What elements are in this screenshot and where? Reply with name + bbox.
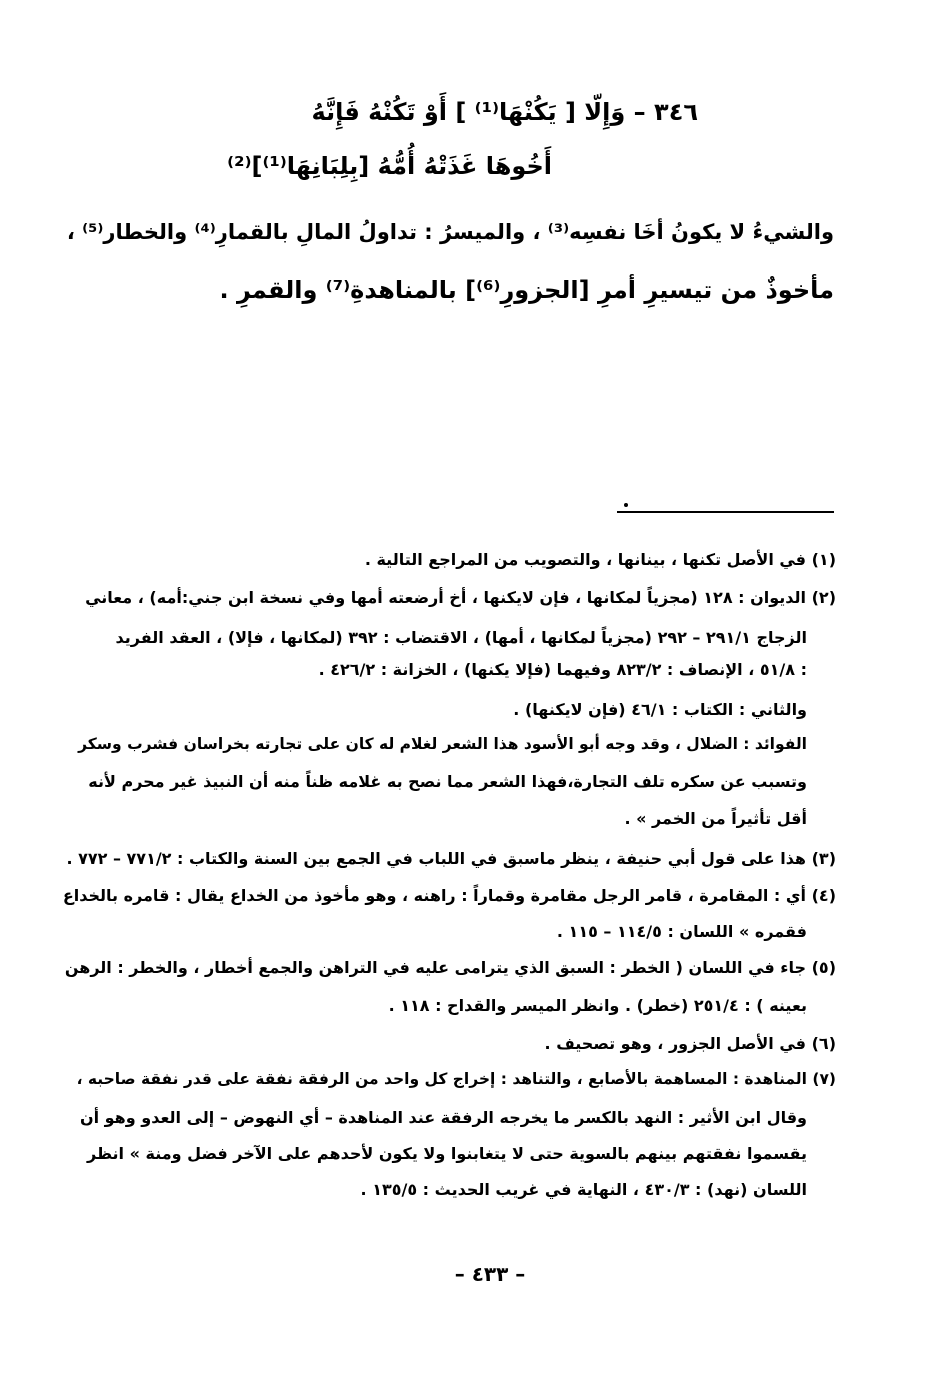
footnote-number: (٧) [812, 1070, 836, 1088]
footnote-text: جاء في اللسان ( الخطر : السبق الذي يترامى عليه في التراهن والجمع أخطار ، والخطر : الرهن [64, 958, 807, 977]
footnote-7-line-4: اللسان (نهد) : ٤٣٠/٣ ، النهاية في غريب الحديث : ١٣٥/٥ . [360, 1180, 807, 1199]
footnote-7-line-2: وقال ابن الأثير : النهد بالكسر ما يخرجه الرفقة عند المناهدة – أي النهوض – إلى العدو وهو أن [79, 1108, 807, 1127]
footnote-1 [365, 550, 836, 569]
footnote-2 [85, 588, 836, 607]
footnote-number: (٦) [811, 1034, 836, 1053]
footnote-7 [77, 1070, 836, 1088]
footnote-text: الديوان : ١٢٨ (مجزياً لمكانها ، فإن لايكنها ، أخ أرضعته أمها وفي نسخة ابن جني:أمه) ، معاني [85, 588, 807, 607]
footnote-2-line-6: وتسبب عن سكره تلف التجارة،فهذا الشعر مما نصح به غلامه ظناً منه أن النبيذ غير محرم لأنه [88, 772, 807, 791]
footnote-text: في الأصل الجزور ، وهو تصحيف . [544, 1034, 807, 1053]
footnote-3 [66, 849, 836, 868]
footnote-text: المناهدة : المساهمة بالأصابع ، والتناهد : إخراج كل واحد من الرفقة نفقة على قدر نفقة صاحبه ، [76, 1070, 807, 1088]
body-line-1: والشيءُ لا يكونُ أخَا نفسِه⁽³⁾ ، والميسرُ : تداولُ المالِ بالقمارِ⁽⁴⁾ والخطار⁽⁵⁾ ، [66, 220, 834, 244]
footnote-text: هذا على قول أبي حنيفة ، ينظر ماسبق في اللباب في الجمع بين السنة والكتاب : ٧٧١/٢ – ٧٧٢ . [66, 849, 807, 868]
footnote-number: (٥) [811, 958, 836, 977]
footnote-text: في الأصل تكنها ، بينانها ، والتصويب من المراجع التالية . [364, 550, 807, 569]
footnote-4-line-2: فقمره » اللسان : ١١٤/٥ – ١١٥ . [556, 922, 807, 941]
footnote-2-line-7: أقل تأثيراً من الخمر » . [624, 809, 807, 828]
footnote-separator [617, 511, 834, 513]
footnote-2-line-4: والثاني : الكتاب : ٤٦/١ (فإن لايكنها) . [513, 700, 807, 719]
footnote-2-line-3: : ٥١/٨ ، الإنصاف : ٨٢٣/٢ وفيهما (فإلا يكنها) ، الخزانة : ٤٢٦/٢ . [318, 660, 807, 679]
footnote-5 [65, 958, 836, 977]
footnote-number: (١) [811, 550, 836, 569]
footnote-2-line-2: الزجاج ٢٩١/١ – ٢٩٢ (مجزياً لمكانها ، أمها) ، الاقتضاب : ٣٩٢ (لمكانها ، فإلا) ، العقد الفريد [115, 628, 807, 647]
footnote-6 [545, 1034, 836, 1053]
separator-dot [624, 503, 628, 507]
verse-line-1: ٣٤٦ – وَإِلّا [ يَكُنْهَا⁽¹⁾ ] أَوْ تَكُنْهُ فَإِنَّهُ [311, 98, 698, 126]
footnote-text: أي : المقامرة ، قامر الرجل مقامرة وقماراً : راهنه ، وهو مأخوذ من الخداع يقال : قامره بالخداع [62, 886, 807, 905]
footnote-5-line-2: بعينه ) : ٢٥١/٤ (خطر) . وانظر الميسر والقداح : ١١٨ . [388, 996, 807, 1015]
footnote-number: (٤) [811, 886, 836, 905]
footnote-2-line-5: الفوائد : الضلال ، وقد وجه أبو الأسود هذا الشعر لغلام له كان على تجارته بخراسان فشرب وسكر [78, 735, 807, 753]
page-number: – ٤٣٣ – [454, 1262, 526, 1286]
body-line-2: مأخوذٌ من تيسيرِ أمرِ [الجزورِ⁽⁶⁾] بالمناهدةِ⁽⁷⁾ والقمرِ . [219, 276, 834, 304]
footnote-4 [63, 886, 836, 905]
verse-line-2: أَخُوهَا غَذَتْهُ أُمُّهُ [بِلِبَانِهَا⁽¹⁾]⁽²⁾ [227, 152, 552, 180]
footnote-number: (٣) [811, 849, 836, 868]
footnote-7-line-3: يقسموا نفقتهم بينهم بالسوية حتى لا يتغابنوا ولا يكون لأحدهم على الآخر فضل ومنة » انظر [87, 1144, 807, 1163]
footnote-number: (٢) [811, 588, 836, 607]
